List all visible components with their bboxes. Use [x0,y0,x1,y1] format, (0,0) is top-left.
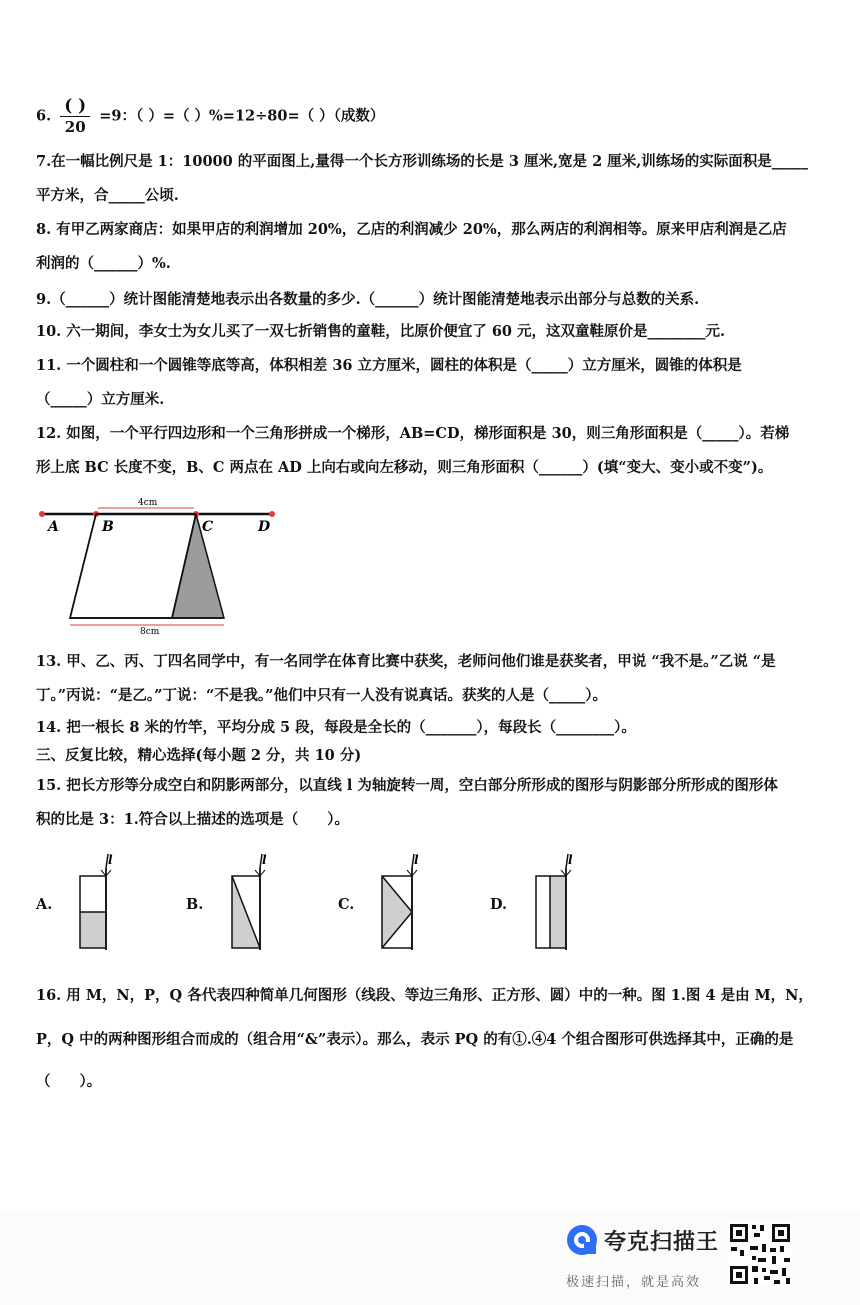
option-c-figure [378,852,422,952]
question-10: 10. 六一期间，李女士为女儿买了一双七折销售的童鞋，比原价便宜了 60 元，这双童鞋原价是________元. [36,323,726,340]
option-c-label: C. [338,896,355,913]
question-text: =9：（ ）=（ ）%=12÷80=（ ）（成数） [99,107,385,125]
brand-name: 夸克扫描王 [604,1229,720,1255]
option-d-label: D. [490,896,508,913]
qr-code-icon [728,1222,792,1286]
question-8-line-2: 利润的（______）%. [36,255,171,272]
question-7-line-1: 7.在一幅比例尺是 1：10000 的平面图上,量得一个长方形训练场的长是 3 厘米,宽是 2 厘米,训练场的实际面积是_____ [36,153,809,170]
shaded-right-half [550,876,566,948]
label-d: D [258,519,271,535]
option-d-figure [532,852,576,952]
question-16-line-2: P，Q 中的两种图形组合而成的（组合用“&”表示）。那么，表示 PQ 的有①.④4 个组合图形可供选择其中，正确的是 [36,1031,794,1048]
question-8-line-1: 8. 有甲乙两家商店：如果甲店的利润增加 20%，乙店的利润减少 20%，那么两店的利润相等。原来甲店利润是乙店 [36,221,787,238]
axis-label: l [262,853,267,867]
quark-logo-icon [566,1224,598,1256]
option-a-label: A. [36,896,53,913]
bottom-length-label: 8cm [140,627,160,637]
point-d [269,511,275,517]
fraction-denominator: 20 [64,118,86,136]
question-16-line-1: 16. 用 M，N，P，Q 各代表四种简单几何图形（线段、等边三角形、正方形、圆）中的一种。图 1.图 4 是由 M，N， [36,987,813,1004]
option-b-figure [226,852,270,952]
question-13-line-2: 丁。”丙说：“是乙。”丁说：“不是我。”他们中只有一人没有说真话。获奖的人是（_____）。 [36,687,607,704]
shaded-lower-half [80,912,106,948]
top-length-label: 4cm [138,498,158,508]
fraction [60,96,90,137]
axis-label: l [568,853,573,867]
shaded-triangle [382,876,412,948]
axis-label: l [414,853,419,867]
section-3-heading: 三、反复比较，精心选择(每小题 2 分，共 10 分) [36,747,362,764]
question-15-line-1: 15. 把长方形等分成空白和阴影两部分，以直线 l 为轴旋转一周，空白部分所形成的图形与阴影部分所形成的图形体 [36,777,778,794]
question-6 [36,96,826,137]
point-a [39,511,45,517]
shaded-triangle [172,514,224,618]
label-c: C [202,519,214,535]
question-16-line-3: （ ）。 [36,1073,102,1090]
option-b-label: B. [186,896,204,913]
question-15-line-2: 积的比是 3：1.符合以上描述的选项是（ ）。 [36,811,350,828]
question-14: 14. 把一根长 8 米的竹竿，平均分成 5 段，每段是全长的（_______），每段长（________）。 [36,719,636,736]
label-b: B [102,519,114,535]
question-7-line-2: 平方米，合_____公顷. [36,187,179,204]
label-a: A [48,519,59,535]
question-12-line-2: 形上底 BC 长度不变，B、C 两点在 AD 上向右或向左移动，则三角形面积（______）(填“变大、变小或不变”)。 [36,459,773,476]
fraction-numerator: ( ) [60,96,90,117]
axis-label: l [108,853,113,867]
question-12-line-1: 12. 如图，一个平行四边形和一个三角形拼成一个梯形，AB=CD，梯形面积是 30，则三角形面积是（_____）。若梯 [36,425,790,442]
question-9: 9.（______）统计图能清楚地表示出各数量的多少.（______）统计图能清楚地表示出部分与总数的关系. [36,291,700,308]
question-13-line-1: 13. 甲、乙、丙、丁四名同学中，有一名同学在体育比赛中获奖，老师问他们谁是获奖者，甲说 “我不是。”乙说 “是 [36,653,776,670]
option-a-figure [74,852,118,952]
question-11-line-1: 11. 一个圆柱和一个圆锥等底等高，体积相差 36 立方厘米，圆柱的体积是（_____）立方厘米，圆锥的体积是 [36,357,742,374]
question-11-line-2: （_____）立方厘米. [36,391,165,408]
trapezoid-figure [30,494,290,638]
scanner-brand [566,1224,719,1256]
question-number: 6. [36,107,52,125]
brand-slogan: 极速扫描，就是高效 [566,1275,702,1290]
